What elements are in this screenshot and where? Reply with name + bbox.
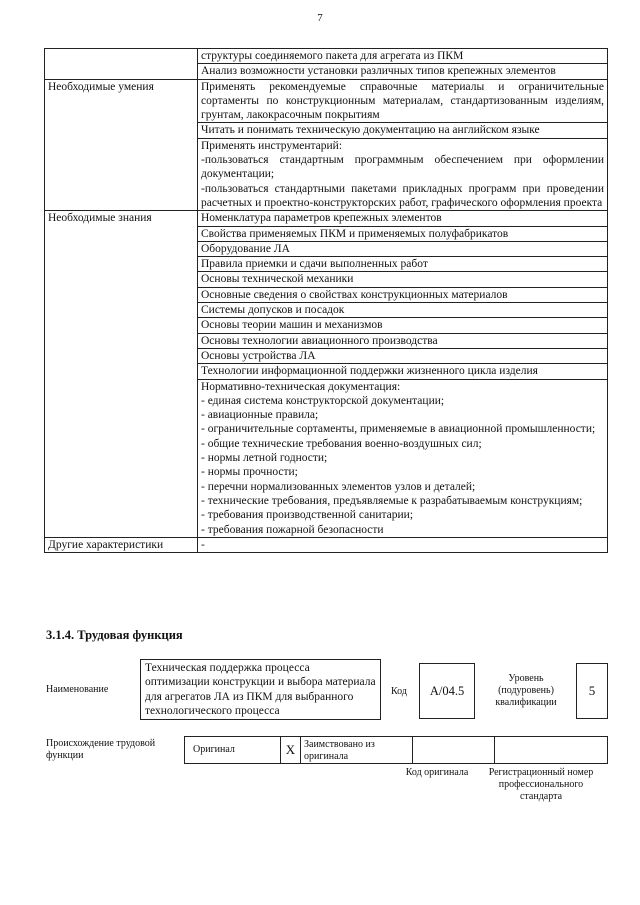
row-text: -: [198, 537, 608, 552]
section-heading: 3.1.4. Трудовая функция: [46, 628, 183, 642]
table-row: [45, 211, 608, 226]
row-text: Свойства применяемых ПКМ и применяемых полуфабрикатов: [198, 226, 608, 241]
original-mark: X: [285, 742, 296, 757]
row-text: Номенклатура параметров крепежных элементов: [198, 211, 608, 226]
name-label: Наименование: [46, 684, 109, 695]
row-text: Правила приемки и сдачи выполненных работ: [198, 257, 608, 272]
row-text: Читать и понимать техническую документацию на английском языке: [198, 123, 608, 138]
function-name: Техническая поддержка процесса оптимизации конструкции и выбора материала для агрегатов ЛА из ПКМ для выбранного технологического процесса: [145, 662, 376, 717]
reg-number-caption: Регистрационный номер профессионального стандарта: [488, 767, 594, 802]
row-label: Другие характеристики: [45, 537, 198, 552]
row-text: Применять инструментарий: -пользоваться стандартным программным обеспечением при оформлении документации; -пользоваться стандартными пакетами прикладных программ при проведении расчетных и проектно-конструкторских работ, графического оформления проекта: [198, 138, 608, 210]
origin-row: [184, 736, 608, 764]
function-name-box: [140, 659, 381, 720]
row-label: Необходимые знания: [45, 211, 198, 538]
table-row: [45, 79, 608, 123]
row-text: Нормативно-техническая документация: - единая система конструкторской документации; - авиационные правила; - ограничительные сортаменты, применяемые в авиационной промышленности; - общие технические требования военно-воздушных сил; - нормы летной годности; - нормы прочности; - перечни нормализованных элементов узлов и деталей; - технические требования, предъявляемые к разрабатываемым конструкциям; - требования производственной санитарии; - требования пожарной безопасности: [198, 379, 608, 537]
level-box: [576, 663, 608, 719]
row-text: Основы теории машин и механизмов: [198, 318, 608, 333]
borrowed-cell: [300, 736, 413, 764]
page-number: 7: [317, 12, 323, 24]
requirements-table: [44, 48, 608, 553]
table-row: [45, 49, 608, 64]
row-text: Основы технической механики: [198, 272, 608, 287]
row-label: Необходимые умения: [45, 79, 198, 211]
table-row: [45, 537, 608, 552]
original-code-cell: [412, 736, 495, 764]
code-original-caption: Код оригинала: [405, 767, 469, 778]
row-text: Системы допусков и посадок: [198, 303, 608, 318]
borrowed-label: Заимствовано из оригинала: [304, 739, 375, 762]
level-label: Уровень (подуровень) квалификации: [495, 673, 557, 708]
level-value: 5: [588, 683, 596, 698]
row-text: Технологии информационной поддержки жизненного цикла изделия: [198, 364, 608, 379]
row-label: [45, 49, 198, 80]
original-mark-cell: [280, 736, 301, 764]
code-label: Код: [391, 686, 407, 697]
row-text: Оборудование ЛА: [198, 241, 608, 256]
row-text: структуры соединяемого пакета для агрегата из ПКМ: [198, 49, 608, 64]
code-value: A/04.5: [429, 683, 465, 698]
origin-label: Происхождение трудовой функции: [46, 738, 156, 761]
row-text: Анализ возможности установки различных типов крепежных элементов: [198, 64, 608, 79]
code-box: [419, 663, 475, 719]
row-text: Основы устройства ЛА: [198, 348, 608, 363]
original-label: Оригинал: [193, 744, 235, 755]
reg-number-cell: [494, 736, 608, 764]
row-text: Основы технологии авиационного производства: [198, 333, 608, 348]
row-text: Основные сведения о свойствах конструкционных материалов: [198, 287, 608, 302]
original-cell: [184, 736, 281, 764]
row-text: Применять рекомендуемые справочные материалы и ограничительные сортаменты по конструкционным материалам, стандартизованным изделиям, грунтам, лакокрасочным покрытиям: [198, 79, 608, 123]
